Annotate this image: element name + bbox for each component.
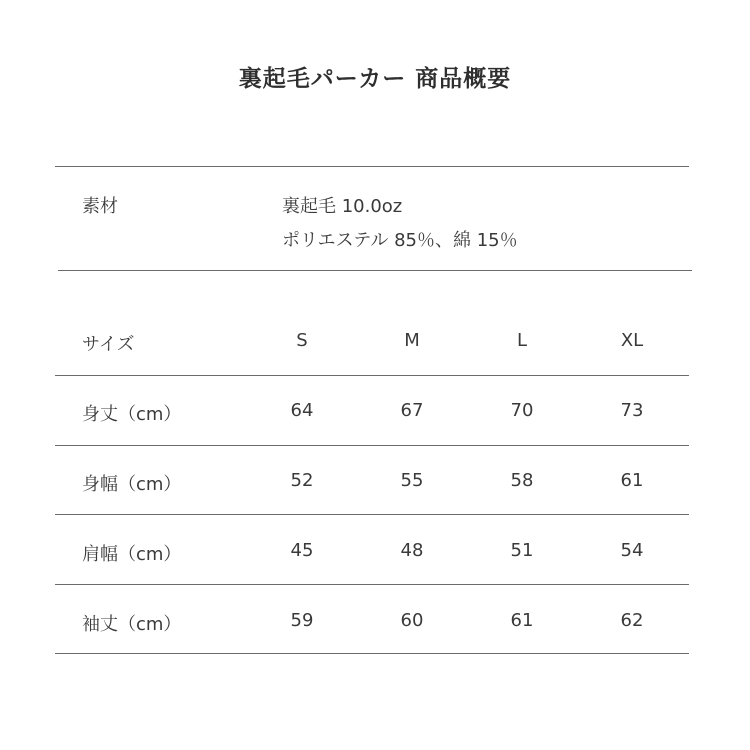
row-label: 身幅（cm） bbox=[82, 474, 182, 495]
table-cell: 61 bbox=[620, 470, 644, 491]
table-cell: 55 bbox=[400, 470, 424, 491]
size-header-s: S bbox=[296, 330, 308, 351]
table-cell: 70 bbox=[510, 400, 534, 421]
table-cell: 59 bbox=[290, 610, 314, 631]
table-cell: 67 bbox=[400, 400, 424, 421]
table-divider bbox=[55, 445, 689, 446]
table-cell: 62 bbox=[620, 610, 644, 631]
table-cell: 51 bbox=[510, 540, 534, 561]
material-line-2: ポリエステル 85％、綿 15％ bbox=[282, 230, 518, 251]
row-label: 袖丈（cm） bbox=[82, 614, 182, 635]
table-bottom-divider bbox=[55, 653, 689, 654]
table-cell: 45 bbox=[290, 540, 314, 561]
table-cell: 73 bbox=[620, 400, 644, 421]
table-cell: 60 bbox=[400, 610, 424, 631]
size-header-l: L bbox=[516, 330, 528, 351]
table-divider bbox=[55, 375, 689, 376]
table-cell: 52 bbox=[290, 470, 314, 491]
table-divider bbox=[55, 514, 689, 515]
size-header-label: サイズ bbox=[82, 334, 135, 355]
page-title: 裏起毛パーカー 商品概要 bbox=[238, 66, 512, 92]
table-cell: 54 bbox=[620, 540, 644, 561]
material-top-divider bbox=[55, 166, 689, 167]
material-label: 素材 bbox=[82, 196, 118, 217]
material-line-1: 裏起毛 10.0oz bbox=[282, 196, 403, 217]
table-cell: 64 bbox=[290, 400, 314, 421]
row-label: 身丈（cm） bbox=[82, 404, 182, 425]
size-header-m: M bbox=[404, 330, 420, 351]
material-bottom-divider bbox=[58, 270, 692, 271]
table-divider bbox=[55, 584, 689, 585]
table-cell: 58 bbox=[510, 470, 534, 491]
row-label: 肩幅（cm） bbox=[82, 544, 182, 565]
table-cell: 48 bbox=[400, 540, 424, 561]
table-cell: 61 bbox=[510, 610, 534, 631]
size-header-xl: XL bbox=[620, 330, 644, 351]
